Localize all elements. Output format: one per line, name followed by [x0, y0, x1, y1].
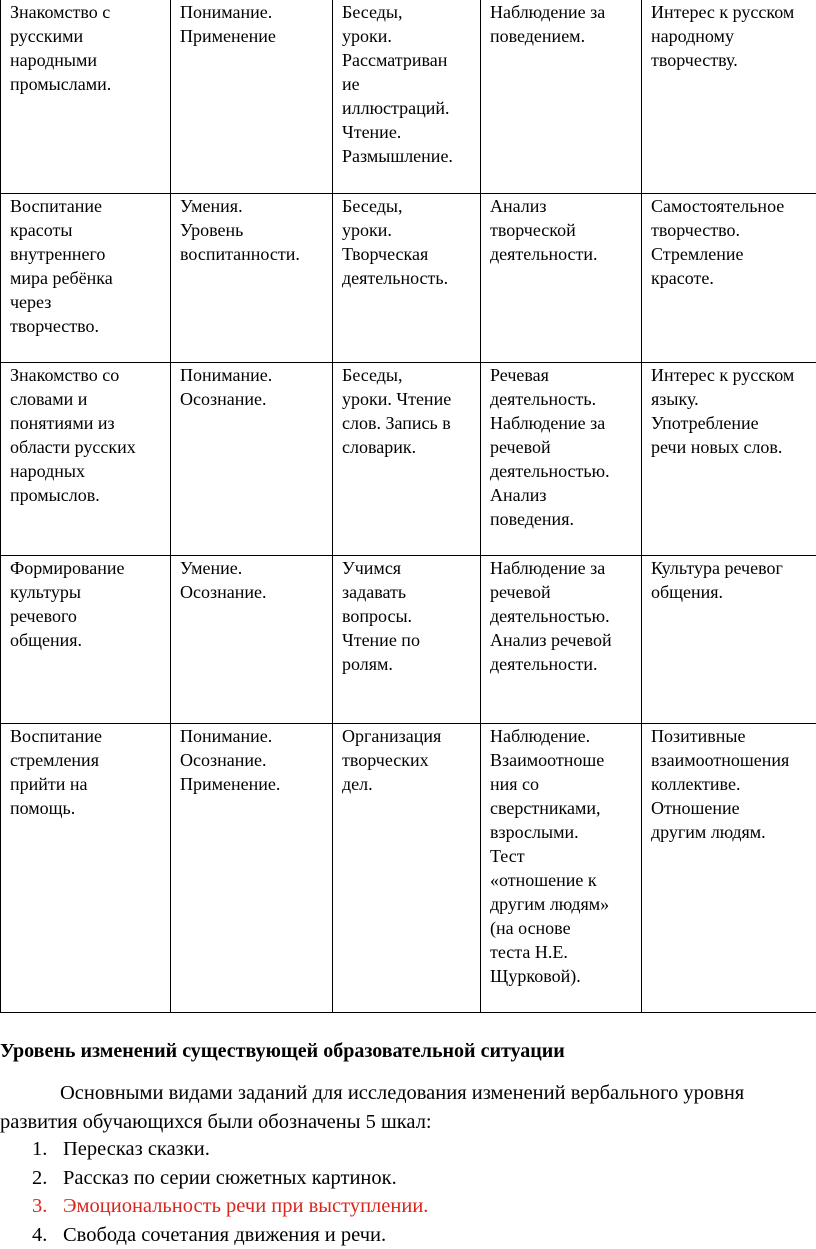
cell-text-line: Наблюдение за: [490, 0, 634, 24]
cell-text-line: промыслов.: [10, 483, 163, 507]
cell-text-line: языку.: [651, 387, 816, 411]
scale-text: Пересказ сказки.: [63, 1138, 210, 1160]
cell-text-line: поведением.: [490, 24, 634, 48]
cell-text-line: Анализ: [490, 483, 634, 507]
scale-text: Рассказ по серии сюжетных картинок.: [63, 1167, 397, 1189]
cell-text-line: ие: [342, 72, 473, 96]
cell-text-line: (на основе: [490, 916, 634, 940]
cell-text-line: теста Н.Е.: [490, 940, 634, 964]
cell-text-line: культуры: [10, 580, 163, 604]
cell-text-line: Беседы,: [342, 363, 473, 387]
cell-text-line: Осознание.: [180, 748, 325, 772]
cell-text-line: творческой: [490, 218, 634, 242]
cell-text-line: Размышление.: [342, 144, 473, 168]
cell-text-line: уроки.: [342, 24, 473, 48]
cell-text-line: Употребление: [651, 411, 816, 435]
cell-text-line: речевой: [490, 580, 634, 604]
cell-text-line: помощь.: [10, 796, 163, 820]
cell-text-line: русскими: [10, 24, 163, 48]
cell-result: [642, 362, 816, 555]
cell-diagnostics: [481, 0, 642, 193]
cell-method: [333, 555, 481, 723]
cell-text-line: словарик.: [342, 435, 473, 459]
cell-text-line: деятельность.: [490, 387, 634, 411]
cell-task: [1, 0, 171, 193]
cell-text-line: Осознание.: [180, 580, 325, 604]
cell-text-line: коллективе.: [651, 772, 816, 796]
cell-text-line: промыслами.: [10, 72, 163, 96]
cell-text-line: Самостоятельное: [651, 194, 816, 218]
cell-text-line: народными: [10, 48, 163, 72]
cell-result: [642, 193, 816, 362]
cell-text-line: Творческая: [342, 242, 473, 266]
cell-result: [642, 723, 816, 1012]
cell-text-line: Уровень: [180, 218, 325, 242]
cell-text-line: творчеству.: [651, 48, 816, 72]
cell-text-line: Понимание.: [180, 724, 325, 748]
cell-text-line: деятельностью.: [490, 459, 634, 483]
cell-text-line: Наблюдение за: [490, 411, 634, 435]
cell-text-line: Воспитание: [10, 194, 163, 218]
cell-text-line: Знакомство с: [10, 0, 163, 24]
cell-text-line: речевой: [490, 435, 634, 459]
cell-text-line: Отношение: [651, 796, 816, 820]
cell-text-line: деятельности.: [490, 652, 634, 676]
cell-text-line: ния со: [490, 772, 634, 796]
cell-task: [1, 193, 171, 362]
cell-text-line: речевого: [10, 604, 163, 628]
cell-text-line: Организация: [342, 724, 473, 748]
cell-text-line: общения.: [651, 580, 816, 604]
cell-text-line: понятиями из: [10, 411, 163, 435]
cell-text-line: Применение: [180, 24, 325, 48]
cell-text-line: Наблюдение.: [490, 724, 634, 748]
cell-text-line: взрослыми.: [490, 820, 634, 844]
cell-criterion: [171, 723, 333, 1012]
scale-item: [0, 1192, 428, 1221]
cell-criterion: [171, 0, 333, 193]
cell-text-line: ролям.: [342, 652, 473, 676]
cell-text-line: Применение.: [180, 772, 325, 796]
cell-text-line: другим людям»: [490, 892, 634, 916]
cell-text-line: взаимоотношения: [651, 748, 816, 772]
cell-result: [642, 555, 816, 723]
cell-text-line: Речевая: [490, 363, 634, 387]
cell-text-line: области русских: [10, 435, 163, 459]
cell-text-line: прийти на: [10, 772, 163, 796]
table-row: [1, 193, 816, 362]
cell-criterion: [171, 362, 333, 555]
cell-method: [333, 362, 481, 555]
scales-list: [0, 1135, 428, 1249]
table-row: [1, 723, 816, 1012]
cell-text-line: Рассматриван: [342, 48, 473, 72]
cell-text-line: Беседы,: [342, 0, 473, 24]
cell-text-line: словами и: [10, 387, 163, 411]
cell-text-line: Знакомство со: [10, 363, 163, 387]
cell-text-line: Чтение.: [342, 120, 473, 144]
cell-result: [642, 0, 816, 193]
cell-text-line: «отношение к: [490, 868, 634, 892]
cell-text-line: Учимся: [342, 556, 473, 580]
cell-text-line: внутреннего: [10, 242, 163, 266]
cell-text-line: Взаимоотноше: [490, 748, 634, 772]
cell-text-line: иллюстраций.: [342, 96, 473, 120]
cell-text-line: Понимание.: [180, 0, 325, 24]
cell-text-line: Стремление: [651, 242, 816, 266]
cell-text-line: Интерес к русском: [651, 0, 816, 24]
scale-number: 4.: [32, 1221, 47, 1249]
intro-paragraph: Основными видами заданий для исследования изменений вербального уровня развития обучающихся были обозначены 5 шкал:: [0, 1079, 800, 1137]
scale-item: [0, 1135, 428, 1164]
scale-text: Эмоциональность речи при выступлении.: [63, 1195, 428, 1217]
cell-method: [333, 0, 481, 193]
cell-diagnostics: [481, 193, 642, 362]
cell-text-line: деятельности.: [490, 242, 634, 266]
cell-text-line: речи новых слов.: [651, 435, 816, 459]
cell-text-line: уроки. Чтение: [342, 387, 473, 411]
cell-text-line: мира ребёнка: [10, 266, 163, 290]
cell-text-line: Наблюдение за: [490, 556, 634, 580]
cell-text-line: красоте.: [651, 266, 816, 290]
scale-number: 2.: [32, 1164, 47, 1193]
cell-text-line: общения.: [10, 628, 163, 652]
cell-text-line: воспитанности.: [180, 242, 325, 266]
cell-text-line: Умения.: [180, 194, 325, 218]
cell-criterion: [171, 555, 333, 723]
cell-text-line: Анализ: [490, 194, 634, 218]
cell-text-line: Интерес к русском: [651, 363, 816, 387]
cell-diagnostics: [481, 362, 642, 555]
cell-text-line: народному: [651, 24, 816, 48]
cell-text-line: сверстниками,: [490, 796, 634, 820]
cell-text-line: творческих: [342, 748, 473, 772]
cell-text-line: вопросы.: [342, 604, 473, 628]
cell-text-line: дел.: [342, 772, 473, 796]
cell-text-line: Осознание.: [180, 387, 325, 411]
scale-text: Свобода сочетания движения и речи.: [63, 1224, 386, 1246]
cell-text-line: творчество.: [10, 314, 163, 338]
cell-method: [333, 193, 481, 362]
cell-text-line: стремления: [10, 748, 163, 772]
cell-text-line: деятельность.: [342, 266, 473, 290]
cell-text-line: Позитивные: [651, 724, 816, 748]
cell-criterion: [171, 193, 333, 362]
cell-text-line: Культура речевог: [651, 556, 816, 580]
cell-text-line: народных: [10, 459, 163, 483]
cell-text-line: Беседы,: [342, 194, 473, 218]
table-row: [1, 0, 816, 193]
table-body: [1, 0, 816, 1012]
cell-text-line: Умение.: [180, 556, 325, 580]
cell-task: [1, 723, 171, 1012]
cell-diagnostics: [481, 723, 642, 1012]
cell-text-line: другим людям.: [651, 820, 816, 844]
cell-text-line: Воспитание: [10, 724, 163, 748]
cell-task: [1, 555, 171, 723]
cell-method: [333, 723, 481, 1012]
cell-text-line: Формирование: [10, 556, 163, 580]
table-row: [1, 362, 816, 555]
cell-text-line: слов. Запись в: [342, 411, 473, 435]
cell-text-line: задавать: [342, 580, 473, 604]
cell-text-line: творчество.: [651, 218, 816, 242]
section-heading: Уровень изменений существующей образовательной ситуации: [0, 1038, 565, 1064]
cell-task: [1, 362, 171, 555]
cell-text-line: Анализ речевой: [490, 628, 634, 652]
cell-text-line: Понимание.: [180, 363, 325, 387]
scale-number: 3.: [32, 1192, 47, 1221]
scale-item: [0, 1221, 428, 1249]
scale-item: [0, 1164, 428, 1193]
scale-number: 1.: [32, 1135, 47, 1164]
cell-text-line: деятельностью.: [490, 604, 634, 628]
cell-text-line: Чтение по: [342, 628, 473, 652]
table-row: [1, 555, 816, 723]
cell-text-line: Щурковой).: [490, 964, 634, 988]
cell-text-line: уроки.: [342, 218, 473, 242]
cell-text-line: поведения.: [490, 507, 634, 531]
cell-text-line: Тест: [490, 844, 634, 868]
cell-text-line: красоты: [10, 218, 163, 242]
cell-diagnostics: [481, 555, 642, 723]
cell-text-line: через: [10, 290, 163, 314]
